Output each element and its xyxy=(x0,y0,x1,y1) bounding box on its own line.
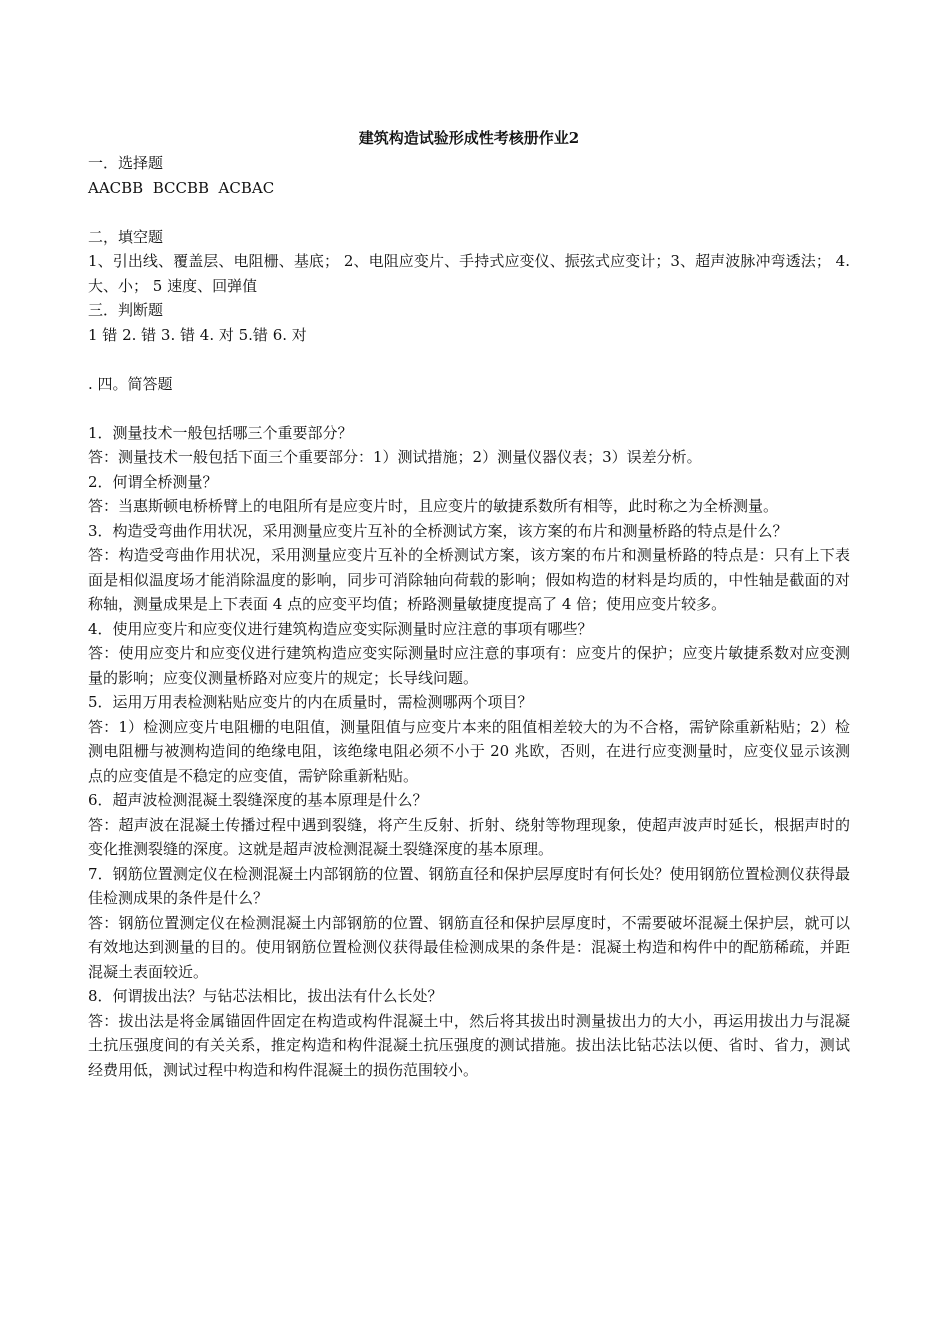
question-text: 7．钢筋位置测定仪在检测混凝土内部钢筋的位置、钢筋直径和保护层厚度时有何长处？使用钢筋位置检测仪获得最佳检测成果的条件是什么？ xyxy=(88,864,850,907)
answer-text: 答：当惠斯顿电桥桥臂上的电阻所有是应变片时，且应变片的敏捷系数所有相等，此时称之为全桥测量。 xyxy=(88,497,779,515)
section-heading-short-answer: . 四。简答题 xyxy=(88,374,173,393)
section-heading-choice: 一．选择题 xyxy=(88,154,164,172)
answer-text: 答：钢筋位置测定仪在检测混凝土内部钢筋的位置、钢筋直径和保护层厚度时，不需要破坏混凝土保护层，就可以有效地达到测量的目的。使用钢筋位置检测仪获得最佳检测成果的条件是：混凝土构造和构件中的配筋稀疏，并距混凝土表面较近。 xyxy=(88,913,850,981)
blank-line xyxy=(88,347,850,372)
question-text: 1．测量技术一般包括哪三个重要部分？ xyxy=(88,423,353,442)
answer-text: 答：测量技术一般包括下面三个重要部分：1）测试措施；2）测量仪器仪表；3）误差分析。 xyxy=(88,448,702,466)
blank-line xyxy=(88,200,850,225)
true-false-answers: 1 错 2. 错 3. 错 4. 对 5.错 6. 对 xyxy=(88,325,307,344)
answer-text: 答：1）检测应变片电阻栅的电阻值，测量阻值与应变片本来的阻值相差较大的为不合格，需铲除重新粘贴；2）检测电阻栅与被测构造间的绝缘电阻，该绝缘电阻必须不小于 20 兆欧，否则，在进行应变测量时，应变仪显示该测点的应变值是不稳定的应变值，需铲除重新粘贴。 xyxy=(88,717,850,785)
question-text: 3．构造受弯曲作用状况，采用测量应变片互补的全桥测试方案，该方案的布片和测量桥路的特点是什么？ xyxy=(88,521,788,540)
question-text: 4．使用应变片和应变仪进行建筑构造应变实际测量时应注意的事项有哪些？ xyxy=(88,619,593,638)
choice-answers: AACBB BCCBB ACBAC xyxy=(88,178,275,197)
question-text: 2．何谓全桥测量？ xyxy=(88,472,218,491)
answer-text: 答：超声波在混凝土传播过程中遇到裂缝，将产生反射、折射、绕射等物理现象，使超声波声时延长，根据声时的变化推测裂缝的深度。这就是超声波检测混凝土裂缝深度的基本原理。 xyxy=(88,815,850,858)
answer-text: 答：使用应变片和应变仪进行建筑构造应变实际测量时应注意的事项有：应变片的保护；应变片敏捷系数对应变测量的影响；应变仪测量桥路对应变片的规定；长导线问题。 xyxy=(88,644,850,687)
question-text: 8．何谓拔出法？与钻芯法相比，拔出法有什么长处？ xyxy=(88,987,443,1005)
document-title: 建筑构造试验形成性考核册作业2 xyxy=(358,129,580,147)
section-heading-fill-blank: 二，填空题 xyxy=(88,227,164,246)
question-text: 5．运用万用表检测粘贴应变片的内在质量时，需检测哪两个项目？ xyxy=(88,693,533,711)
blank-line xyxy=(88,396,850,421)
answer-text: 答：拔出法是将金属锚固件固定在构造或构件混凝土中，然后将其拔出时测量拔出力的大小，再运用拔出力与混凝土抗压强度间的有关关系，推定构造和构件混凝土抗压强度的测试措施。拔出法比钻芯法以便、省时、省力，测试经费用低，测试过程中构造和构件混凝土的损伤范围较小。 xyxy=(88,1011,850,1079)
document-body xyxy=(88,126,850,1082)
answer-text: 答：构造受弯曲作用状况，采用测量应变片互补的全桥测试方案，该方案的布片和测量桥路的特点是：只有上下表面是相似温度场才能消除温度的影响，同步可消除轴向荷载的影响；假如构造的材料是均质的，中性轴是截面的对称轴，测量成果是上下表面 4 点的应变平均值；桥路测量敏捷度提高了 4 倍；使用应变片较多。 xyxy=(88,546,850,613)
fill-blank-answers: 1、引出线、覆盖层、电阻栅、基底； 2、电阻应变片、手持式应变仪、振弦式应变计；3、超声波脉冲弯透法； 4.大、小； 5 速度、回弹值 xyxy=(88,252,850,295)
question-text: 6．超声波检测混凝土裂缝深度的基本原理是什么？ xyxy=(88,791,428,809)
section-heading-true-false: 三．判断题 xyxy=(88,301,164,319)
